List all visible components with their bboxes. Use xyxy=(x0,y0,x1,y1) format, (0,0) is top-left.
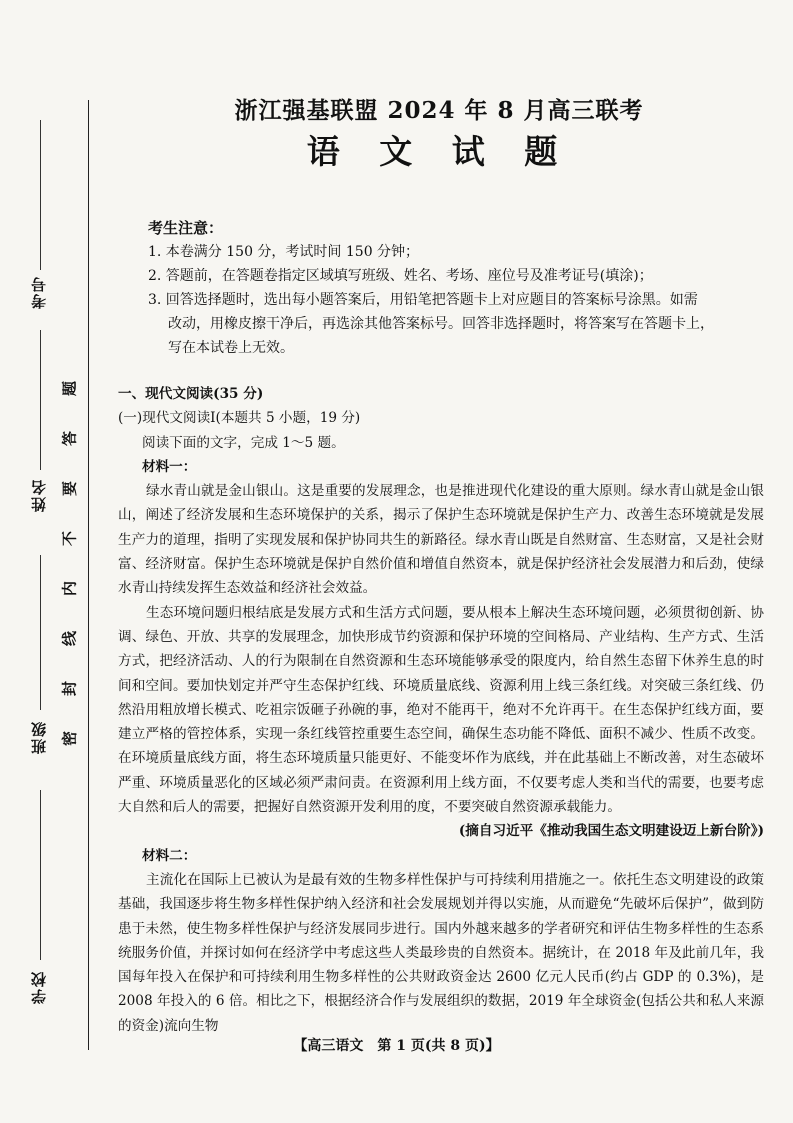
exam-number-label: 考号 xyxy=(30,275,48,309)
section-heading: 一、现代文阅读(35 分) xyxy=(118,386,264,402)
page-footer: 【高三语文 第 1 页(共 8 页)】 xyxy=(293,1038,500,1054)
name-label: 姓名 xyxy=(30,478,48,512)
instruction: 阅读下面的文字，完成 1～5 题。 xyxy=(142,434,345,451)
seal-word: 要 xyxy=(60,481,79,497)
material2-paragraph: 主流化在国际上已被认为是最有效的生物多样性保护与可持续利用措施之一。依托生态文明建设的政策基础，我国逐步将生物多样性保护纳入经济和社会发展规划并得以实施，从而避免“先破坏后保护”，做到防患于未然，使生物多样性保护与经济发展同步进行。国内外越来越多的学者研究和评估生物多样性的生态系统服务价值，并探讨如何在经济学中考虑这些人类最珍贵的自然资本。据统计，在 2018 年及此前几年，我国每年投入在保护和可持续利用生物多样性的公共财政资金达 2600 亿元人民币(约占 GDP 的 0.3%)，是 2008 年投入的 6 倍。相比之下，根据经济合作与发展组织的数据，2019 年全球资金(包括公共和私人来源的资金)流向生物 xyxy=(118,871,764,1034)
seal-word: 密 xyxy=(60,731,79,747)
notice-item: 2. 答题前，在答题卷指定区域填写班级、姓名、考场、座位号及准考证号(填涂)； xyxy=(148,268,653,284)
notice-item: 3. 回答选择题时，选出每小题答案后，用铅笔把答题卡上对应题目的答案标号涂黑。如需 xyxy=(148,292,698,308)
seal-word: 答 xyxy=(60,431,79,447)
reading-section xyxy=(118,382,764,1038)
candidate-notice xyxy=(148,216,764,360)
binding-margin xyxy=(0,0,100,1123)
exam-number-blank xyxy=(40,120,41,270)
notice-title: 考生注意： xyxy=(148,219,224,237)
notice-item: 写在本试卷上无效。 xyxy=(168,340,294,356)
material1-paragraph: 绿水青山就是金山银山。这是重要的发展理念，也是推进现代化建设的重大原则。绿水青山就是金山银山，阐述了经济发展和生态环境保护的关系，揭示了保护生态环境就是保护生产力、改善生态环境就是发展生产力的道理，指明了实现发展和保护协同共生的新路径。绿水青山既是自然财富、生态财富，又是社会财富、经济财富。保护生态环境就是保护自然价值和增值自然资本，就是保护经济社会发展潜力和后劲，使绿水青山持续发挥生态效益和经济社会效益。 xyxy=(118,483,764,597)
notice-item: 1. 本卷满分 150 分，考试时间 150 分钟； xyxy=(148,244,420,260)
notice-item: 改动，用橡皮擦干净后，再选涂其他答案标号。回答非选择题时，将答案写在答题卡上， xyxy=(168,316,714,332)
seal-word: 题 xyxy=(60,381,79,397)
section-subheading: (一)现代文阅读Ⅰ(本题共 5 小题，19 分) xyxy=(118,410,361,427)
school-label: 学校 xyxy=(30,970,48,1004)
binding-line xyxy=(88,100,89,1050)
class-blank xyxy=(40,555,41,710)
seal-word: 不 xyxy=(60,531,79,547)
name-blank xyxy=(40,330,41,470)
subject-title: 语 文 试 题 xyxy=(306,132,572,171)
seal-word: 内 xyxy=(60,581,79,597)
material1-paragraph: 生态环境问题归根结底是发展方式和生活方式问题，要从根本上解决生态环境问题，必须贯彻创新、协调、绿色、开放、共享的发展理念，加快形成节约资源和保护环境的空间格局、产业结构、生产方式、生活方式，把经济活动、人的行为限制在自然资源和生态环境能够承受的限度内，给自然生态留下休养生息的时间和空间。要加快划定并严守生态保护红线、环境质量底线、资源利用上线三条红线。对突破三条红线、仍然沿用粗放增长模式、吃祖宗饭砸子孙碗的事，绝对不能再干，绝对不允许再干。在生态保护红线方面，要建立严格的管控体系，实现一条红线管控重要生态空间，确保生态功能不降低、面积不减少、性质不改变。在环境质量底线方面，将生态环境质量只能更好、不能变坏作为底线，并在此基础上不断改善，对生态破坏严重、环境质量恶化的区域必须严肃问责。在资源利用上线方面，不仅要考虑人类和当代的需要，也要考虑大自然和后人的需要，把握好自然资源开发利用的度，不要突破自然资源承载能力。 xyxy=(118,604,764,816)
seal-word: 封 xyxy=(60,681,79,697)
seal-word: 线 xyxy=(60,631,79,647)
school-blank xyxy=(40,790,41,960)
class-label: 班级 xyxy=(30,720,48,754)
material1-source: (摘自习近平《推动我国生态文明建设迈上新台阶》) xyxy=(458,823,764,840)
exam-title: 浙江强基联盟 2024 年 8 月高三联考 xyxy=(234,97,644,124)
material2-label: 材料二： xyxy=(142,847,197,864)
material1-label: 材料一： xyxy=(142,458,197,475)
